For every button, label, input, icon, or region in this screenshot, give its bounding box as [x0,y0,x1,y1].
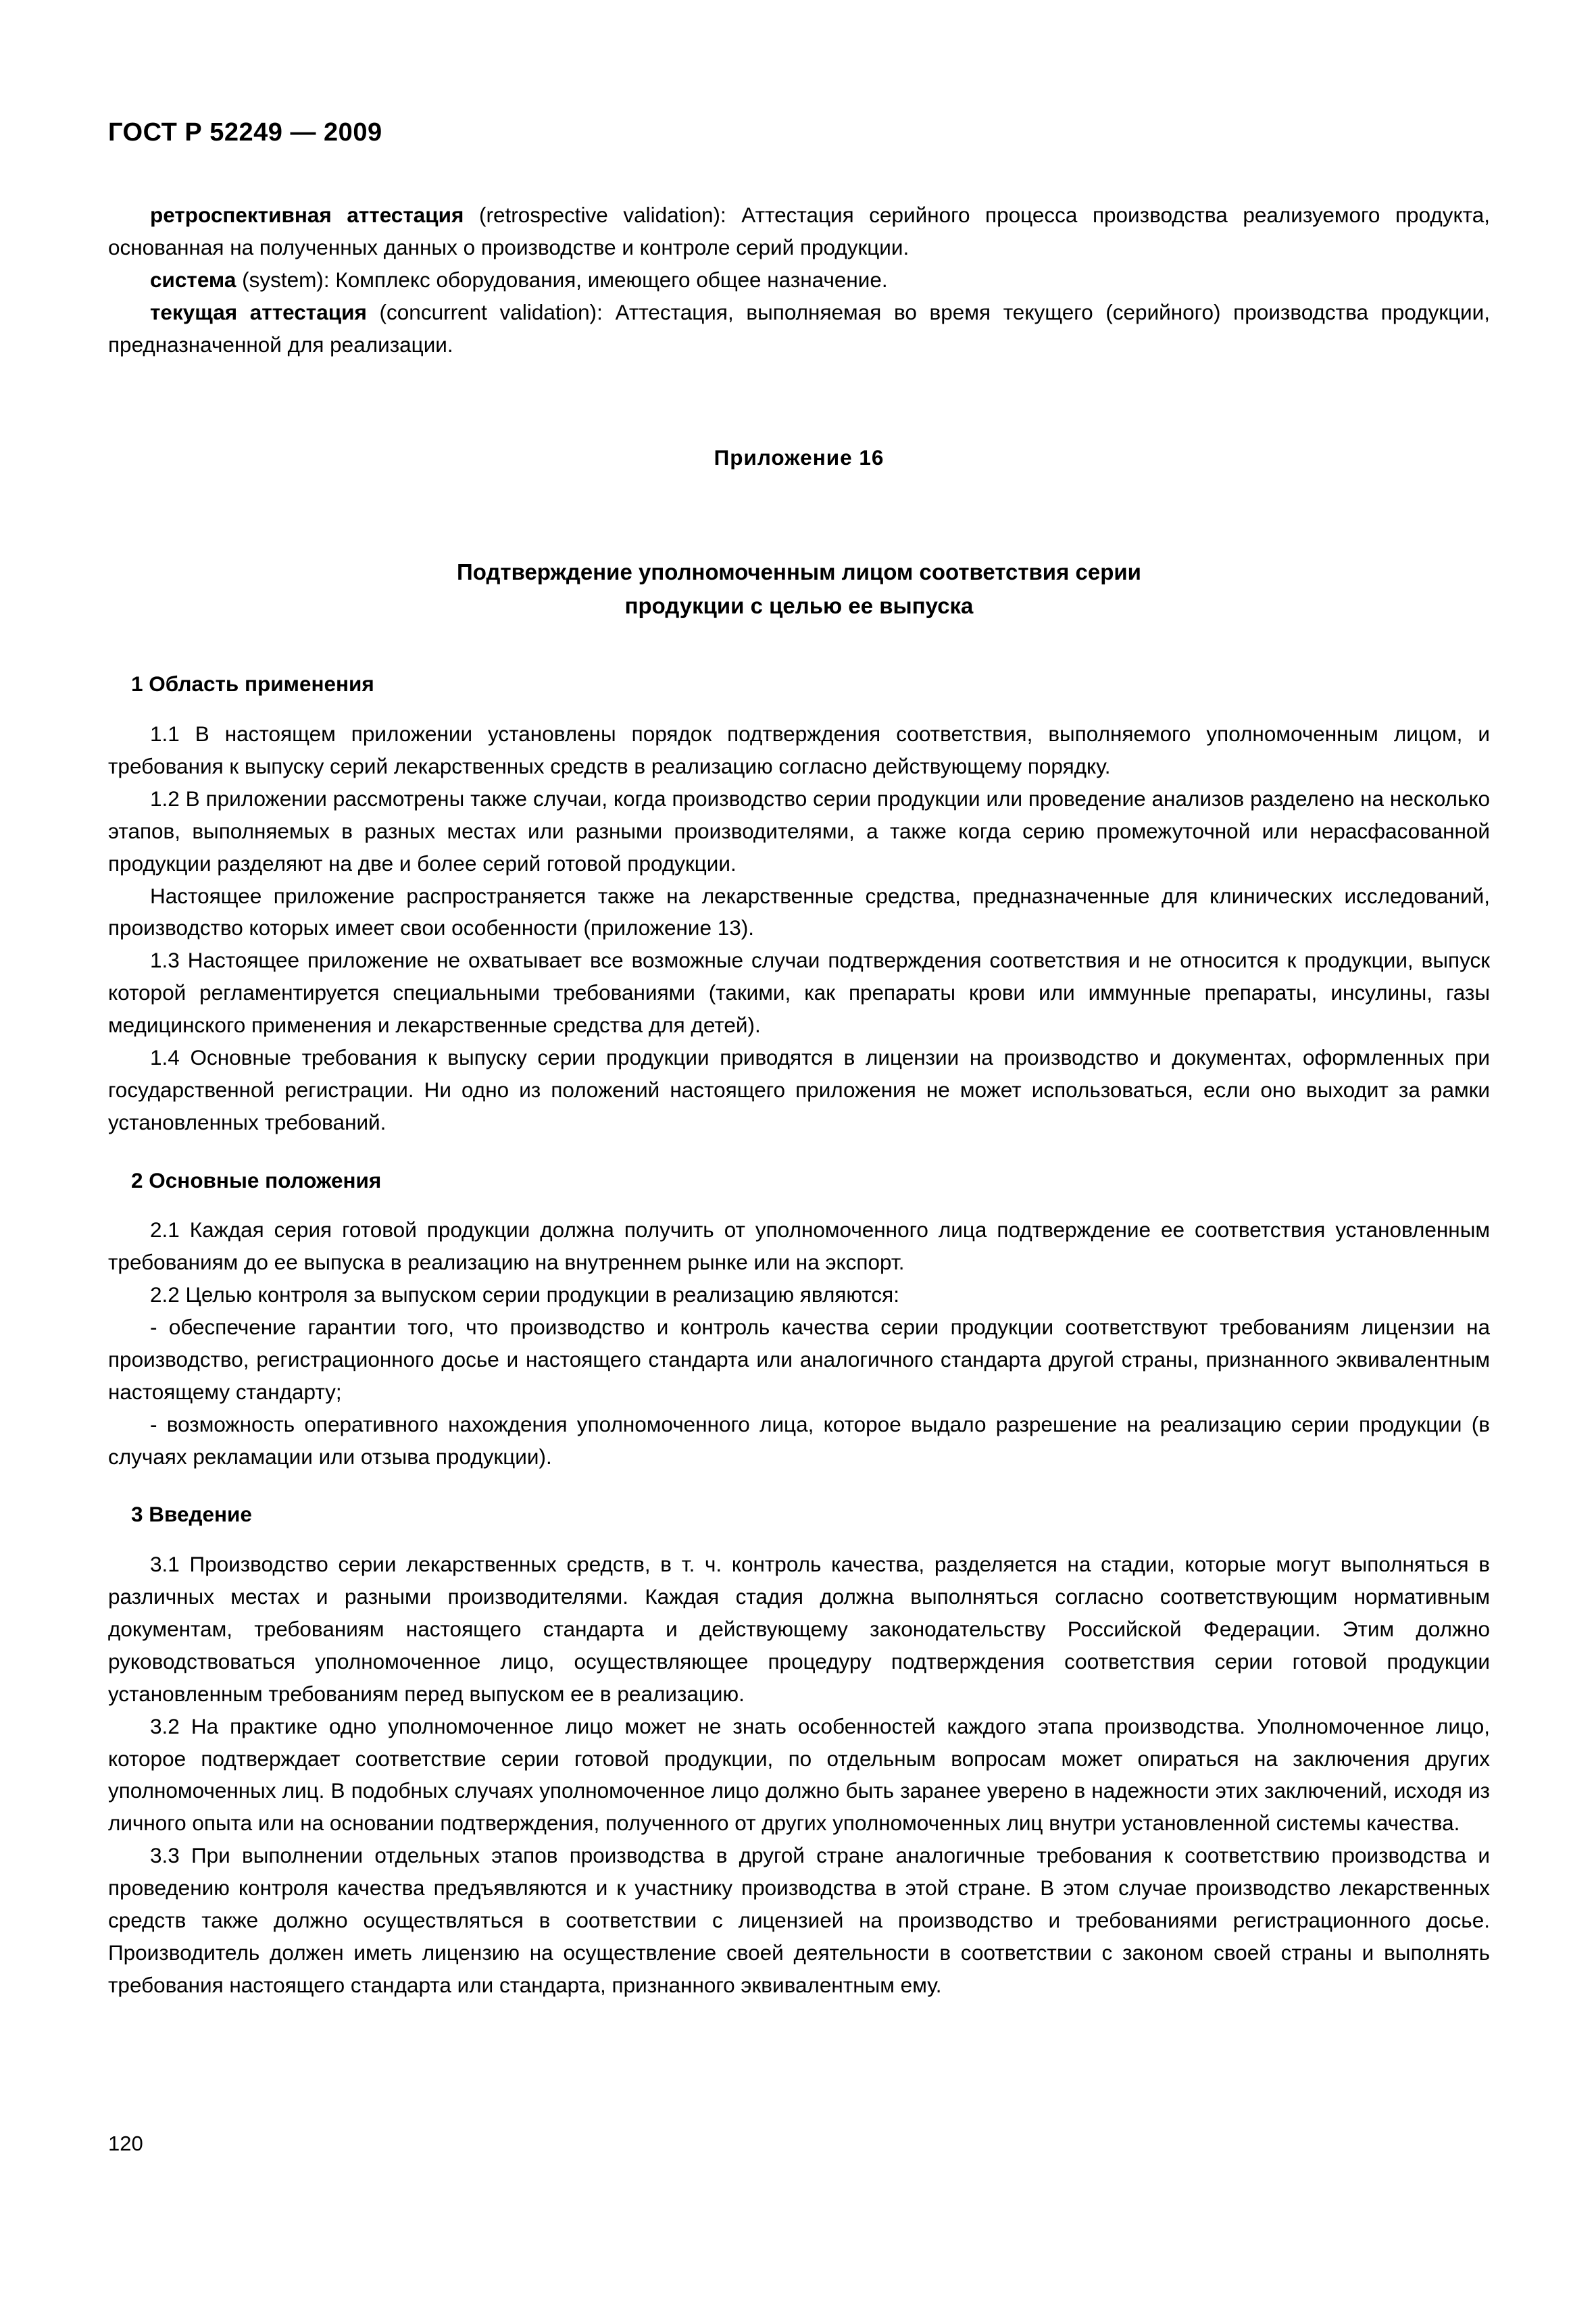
definition-entry [108,264,1490,297]
appendix-label: Приложение 16 [714,445,884,470]
list-item: - возможность оперативного нахождения уполномоченного лица, которое выдало разрешение на реализацию серии продукции (в случаях рекламации или отзыва продукции). [108,1411,1490,1469]
spacer [108,361,1490,442]
page-number: 120 [108,2132,143,2155]
definition-term: ретроспективная аттестация [150,203,464,227]
section-heading-scope: 1 Область применения [131,672,374,697]
definition-text: : Аттестация серийного процесса производства реализуемого продукта, основанная на полученных данных о производстве и контроле серий продукции. [108,203,1490,259]
definition-latin: (concurrent validation) [379,299,597,324]
page-header: ГОСТ Р 52249 — 2009 [108,118,382,147]
definition-entry [108,199,1490,264]
paragraph: Настоящее приложение распространяется также на лекарственные средства, предназначенные для клинических исследований, производство которых имеет свои особенности (приложение 13). [108,883,1490,940]
definition-entry [108,297,1490,361]
paragraph: 2.1 Каждая серия готовой продукции должна получить от уполномоченного лица подтверждение ее соответствия установленным требованиям до ее выпуска в реализацию на внутреннем рынке или на экспорт. [108,1217,1490,1275]
paragraph: 1.1 В настоящем приложении установлены порядок подтверждения соответствия, выполняемого уполномоченным лицом, и требования к выпуску серий лекарственных средств в реализацию согласно действующему порядку. [108,722,1490,778]
spacer [108,622,1490,643]
page-content [108,199,1490,2002]
page-title-line-1: Подтверждение уполномоченным лицом соответствия серии [457,559,1141,585]
paragraph: 1.2 В приложении рассмотрены также случаи, когда производство серии продукции или проведение анализов разделено на несколько этапов, выполняемых в разных местах или разными производителями, а также когда серию промежуточной или нерасфасованной продукции разделяют на две и более серий готовой продукции. [108,786,1490,876]
paragraph: 3.1 Производство серии лекарственных средств, в т. ч. контроль качества, разделяется на стадии, которые могут выполняться в различных местах и разными производителями. Каждая стадия должна выполняться согласно соответствующим нормативным документам, требованиям настоящего стандарта и действующему законодательству Российской Федерации. Этим должно руководствоваться уполномоченное лицо, осуществляющее процедуру подтверждения соответствия серии готовой продукции установленным требованиям перед выпуском ее в реализацию. [108,1552,1490,1706]
section-heading-introduction: 3 Введение [131,1502,252,1527]
definition-term: текущая аттестация [150,299,367,324]
paragraph: 1.3 Настоящее приложение не охватывает все возможные случаи подтверждения соответствия и не относится к продукции, выпуск которой регламентируется специальными требованиями (такими, как препараты крови или иммунные препараты, инсулины, газы медицинского применения и лекарственные средства для детей). [108,948,1490,1037]
section-heading-general: 2 Основные положения [131,1167,382,1192]
definition-text: : Комплекс оборудования, имеющего общее назначение. [323,267,888,292]
definition-latin: (retrospective validation) [478,203,720,227]
page-title-line-2: продукции с целью ее выпуска [624,593,974,618]
paragraph: 1.4 Основные требования к выпуску серии продукции приводятся в лицензии на производство и документах, оформленных при государственной регистрации. Ни одно из положений настоящего приложения не может использоваться, если оно выходит за рамки установленных требований. [108,1045,1490,1134]
list-item: - обеспечение гарантии того, что производство и контроль качества серии продукции соответствуют требованиям лицензии на производство, регистрационного досье и настоящего стандарта или аналогичного стандарта другой страны, признанного эквивалентным настоящему стандарту; [108,1315,1490,1404]
paragraph: 3.2 На практике одно уполномоченное лицо может не знать особенностей каждого этапа производства. Уполномоченное лицо, которое подтверждает соответствие серии готовой продукции, по отдельным вопросам может опираться на заключения других уполномоченных лиц. В подобных случаях уполномоченное лицо должно быть заранее уверено в надежности этих заключений, исходя из личного опыта или на основании подтверждения, полученного от других уполномоченных лиц внутри установленной системы качества. [108,1713,1490,1836]
definition-term: система [150,267,236,292]
definition-latin: (system) [242,267,324,292]
paragraph: 3.3 При выполнении отдельных этапов производства в другой стране аналогичные требования к соответствию производства и проведению контроля качества предъявляются и к участнику производства в этой стране. В этом случае производство лекарственных средств также должно осуществляться в соответствии с лицензией на производство и требованиями регистрационного досье. Производитель должен иметь лицензию на осуществление своей деятельности в соответствии с законом своей страны и выполнять требования настоящего стандарта или стандарта, признанного эквивалентным ему. [108,1843,1490,1997]
paragraph: 2.2 Целью контроля за выпуском серии продукции в реализацию являются: [150,1282,899,1307]
definition-text: : Аттестация, выполняемая во время текущего (серийного) производства продукции, предназначенной для реализации. [108,299,1490,357]
spacer [108,474,1490,555]
